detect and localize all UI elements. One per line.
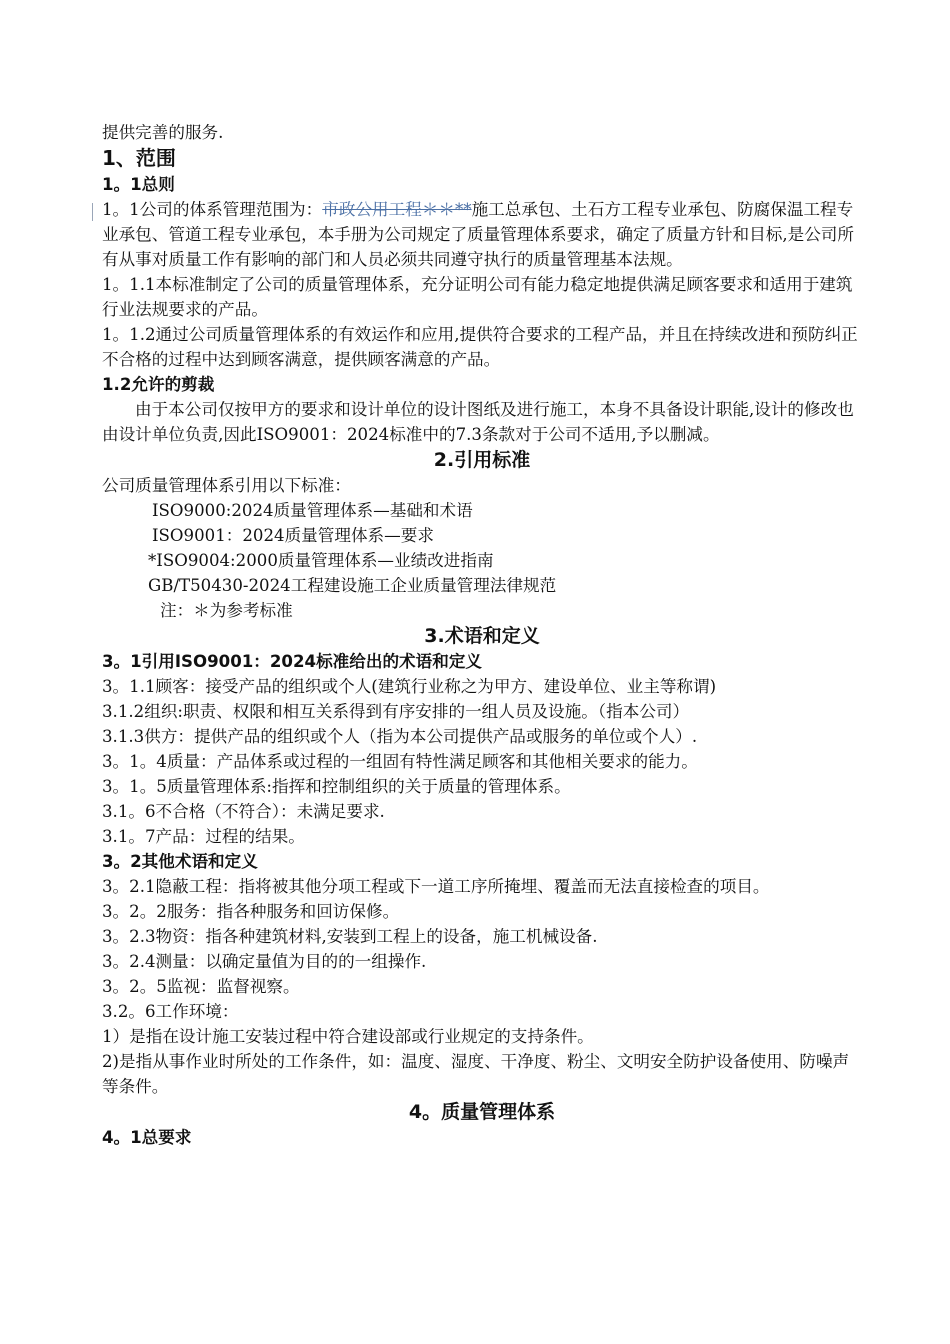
term-definition: 3.1.2组织:职责、权限和相互关系得到有序安排的一组人员及设施。（指本公司）: [102, 702, 690, 721]
term-definition: 3.1。7产品：过程的结果。: [102, 827, 305, 846]
section-2-lead: 公司质量管理体系引用以下标准：: [102, 476, 351, 495]
term-definition: 3.1.3供方：提供产品的组织或个人（指为本公司提供产品或服务的单位或个人）.: [102, 727, 698, 746]
term-definition: 3。2。2服务：指各种服务和回访保修。: [102, 902, 400, 921]
term-definition: 3。2.3物资：指各种建筑材料,安装到工程上的设备，施工机械设备.: [102, 927, 598, 946]
section-1-1-2-paragraph: 1。1.2通过公司质量管理体系的有效运作和应用,提供符合要求的工程产品，并且在持续改进和预防纠正不合格的过程中达到顾客满意，提供顾客满意的产品。: [102, 325, 858, 369]
standard-item: ISO9000:2024质量管理体系—基础和术语: [152, 501, 473, 520]
term-definition: 3。2.4测量：以确定量值为目的的一组操作.: [102, 952, 427, 971]
term-sub-item: 1）是指在设计施工安装过程中符合建设部或行业规定的支持条件。: [102, 1027, 594, 1046]
section-3-1-heading: 3。1引用ISO9001：2024标准给出的术语和定义: [102, 652, 483, 671]
standard-item: *ISO9004:2000质量管理体系—业绩改进指南: [148, 551, 494, 570]
standard-item: ISO9001：2024质量管理体系—要求: [152, 526, 434, 545]
section-1-1-1-paragraph: 1。1.1本标准制定了公司的质量管理体系，充分证明公司有能力稳定地提供满足顾客要求和适用于建筑行业法规要求的产品。: [102, 275, 853, 319]
section-1-heading: 1、范围: [102, 146, 176, 170]
term-definition: 3。1.1顾客：接受产品的组织或个人(建筑行业称之为甲方、建设单位、业主等称谓): [102, 677, 717, 696]
standard-note: 注：＊为参考标准: [160, 601, 293, 620]
document-page: [102, 120, 862, 1150]
term-definition: 3。2.1隐蔽工程：指将被其他分项工程或下一道工序所掩埋、覆盖而无法直接检查的项目。: [102, 877, 770, 896]
term-definition: 3.2。6工作环境：: [102, 1002, 239, 1021]
section-4-heading: 4。质量管理体系: [408, 1101, 556, 1123]
section-3-heading: 3.术语和定义: [424, 625, 540, 647]
section-3-2-heading: 3。2其他术语和定义: [102, 852, 258, 871]
scope-prefix: 1。1公司的体系管理范围为：: [102, 200, 323, 219]
section-1-2-paragraph: 由于本公司仅按甲方的要求和设计单位的设计图纸及进行施工，本身不具备设计职能,设计的修改也由设计单位负责,因此ISO9001：2024标准中的7.3条款对于公司不适用,予以删减。: [102, 400, 854, 444]
scope-link[interactable]: 市政公用工程＊＊**: [322, 200, 472, 219]
section-1-1-paragraph: [102, 197, 862, 272]
section-4-1-heading: 4。1总要求: [102, 1128, 192, 1147]
scope-suffix: 施工总承包、土石方工程专业承包、防腐保温工程专业承包、管道工程专业承包，本手册为公司规定了质量管理体系要求，确定了质量方针和目标,是公司所有从事对质量工作有影响的部门和人员必须共同遵守执行的质量管理基本法规。: [102, 200, 854, 269]
section-2-heading: 2.引用标准: [433, 449, 531, 471]
term-definition: 3。2。5监视：监督视察。: [102, 977, 300, 996]
term-definition: 3.1。6不合格（不符合）：未满足要求.: [102, 802, 385, 821]
section-1-1-heading: 1。1总则: [102, 175, 175, 194]
text-cursor-marker: [92, 203, 93, 221]
term-definition: 3。1。4质量：产品体系或过程的一组固有特性满足顾客和其他相关要求的能力。: [102, 752, 698, 771]
section-1-2-heading: 1.2允许的剪裁: [102, 375, 215, 394]
intro-line: 提供完善的服务.: [102, 123, 224, 142]
term-sub-item: 2)是指从事作业时所处的工作条件，如：温度、湿度、干净度、粉尘、文明安全防护设备使用、防噪声等条件。: [102, 1052, 850, 1096]
term-definition: 3。1。5质量管理体系:指挥和控制组织的关于质量的管理体系。: [102, 777, 571, 796]
standard-item: GB/T50430-2024工程建设施工企业质量管理法律规范: [148, 576, 557, 595]
